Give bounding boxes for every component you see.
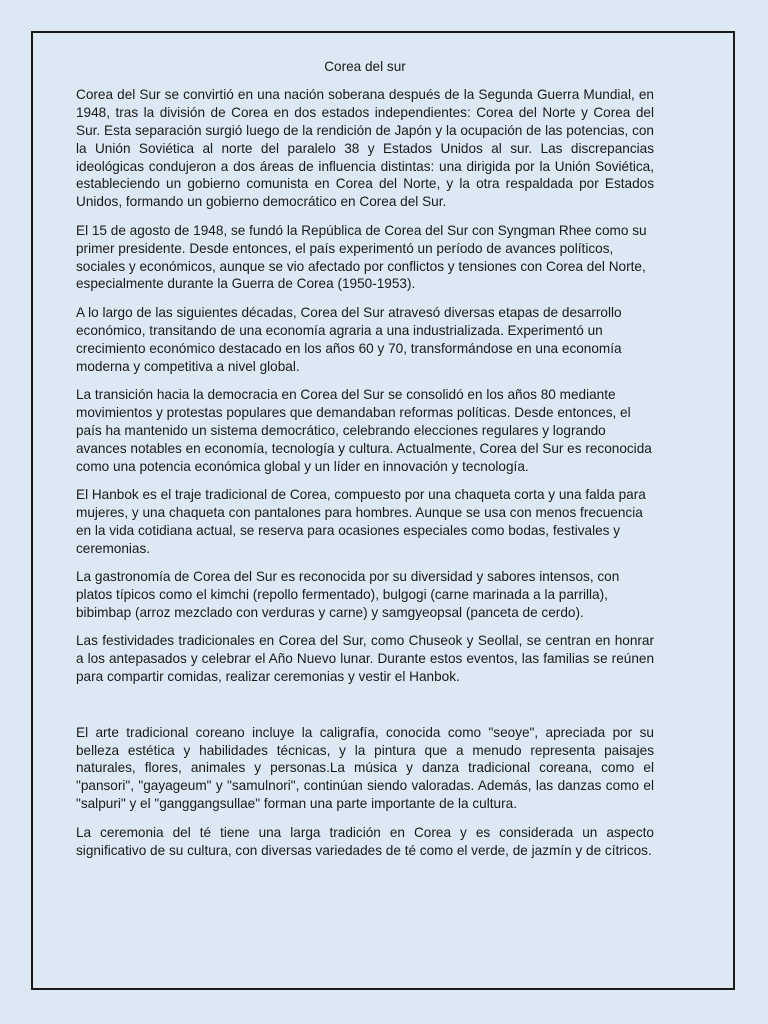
document-body	[76, 58, 654, 870]
paragraph-hanbok: El Hanbok es el traje tradicional de Corea, compuesto por una chaqueta corta y una falda para mujeres, y una chaqueta con pantalones para hombres. Aunque se usa con menos frecuencia en la vida cotidiana actual, se reserva para ocasiones especiales como bodas, festivales y ceremonias.	[76, 487, 646, 556]
paragraph-festivals: Las festividades tradicionales en Corea del Sur, como Chuseok y Seollal, se centran en honrar a los antepasados y celebrar el Año Nuevo lunar. Durante estos eventos, las familias se reúnen para compartir comidas, realizar ceremonias y vestir el Hanbok.	[76, 633, 654, 685]
paragraph-economy: A lo largo de las siguientes décadas, Corea del Sur atravesó diversas etapas de desarrollo económico, transitando de una economía agraria a una industrializada. Experimentó un crecimiento económico destacado en los años 60 y 70, transformándose en una economía moderna y competitiva a nivel global.	[76, 304, 622, 374]
paragraph-gap	[76, 697, 654, 724]
paragraph-history: Corea del Sur se convirtió en una nación soberana después de la Segunda Guerra Mundial, en 1948, tras la división de Corea en dos estados independientes: Corea del Norte y Corea del Sur. Esta separación surgió luego de la rendición de Japón y la ocupación de las potencias, con la Unión Soviética al norte del paralelo 38 y Estados Unidos al sur. Las discrepancias ideológicas condujeron a dos áreas de influencia distintas: una dirigida por la Unión Soviética, estableciendo un gobierno comunista en Corea del Norte, y la otra respaldada por Estados Unidos, formando un gobierno democrático en Corea del Sur.	[76, 86, 654, 210]
document-title: Corea del sur	[324, 59, 406, 74]
paragraph-founding: El 15 de agosto de 1948, se fundó la República de Corea del Sur con Syngman Rhee como su primer presidente. Desde entonces, el país experimentó un período de avances políticos, sociales y económicos, aunque se vio afectado por conflictos y tensiones con Corea del Norte, especialmente durante la Guerra de Corea (1950-1953).	[76, 222, 647, 292]
paragraph-gastronomy: La gastronomía de Corea del Sur es reconocida por su diversidad y sabores intensos, con platos típicos como el kimchi (repollo fermentado), bulgogi (carne marinada a la parrilla), bibimbap (arroz mezclado con verduras y carne) y samgyeopsal (panceta de cerdo).	[76, 569, 620, 620]
paragraph-tea-ceremony: La ceremonia del té tiene una larga tradición en Corea y es considerada un aspecto significativo de su cultura, con diversas variedades de té como el verde, de jazmín y de cítricos.	[76, 824, 654, 858]
paragraph-democracy: La transición hacia la democracia en Corea del Sur se consolidó en los años 80 mediante movimientos y protestas populares que demandaban reformas políticas. Desde entonces, el país ha mantenido un sistema democrático, celebrando elecciones regulares y logrando avances notables en economía, tecnología y cultura. Actualmente, Corea del Sur es reconocida como una potencia económica global y un líder en innovación y tecnología.	[76, 387, 652, 474]
paragraph-art: El arte tradicional coreano incluye la caligrafía, conocida como "seoye", apreciada por su belleza estética y habilidades técnicas, y la pintura que a menudo representa paisajes naturales, flores, animales y personas.La música y danza tradicional coreana, como el "pansori", "gayageum" y "samulnori", continúan siendo valoradas. Además, las danzas como el "salpuri" y el "ganggangsullae" forman una parte importante de la cultura.	[76, 724, 654, 812]
